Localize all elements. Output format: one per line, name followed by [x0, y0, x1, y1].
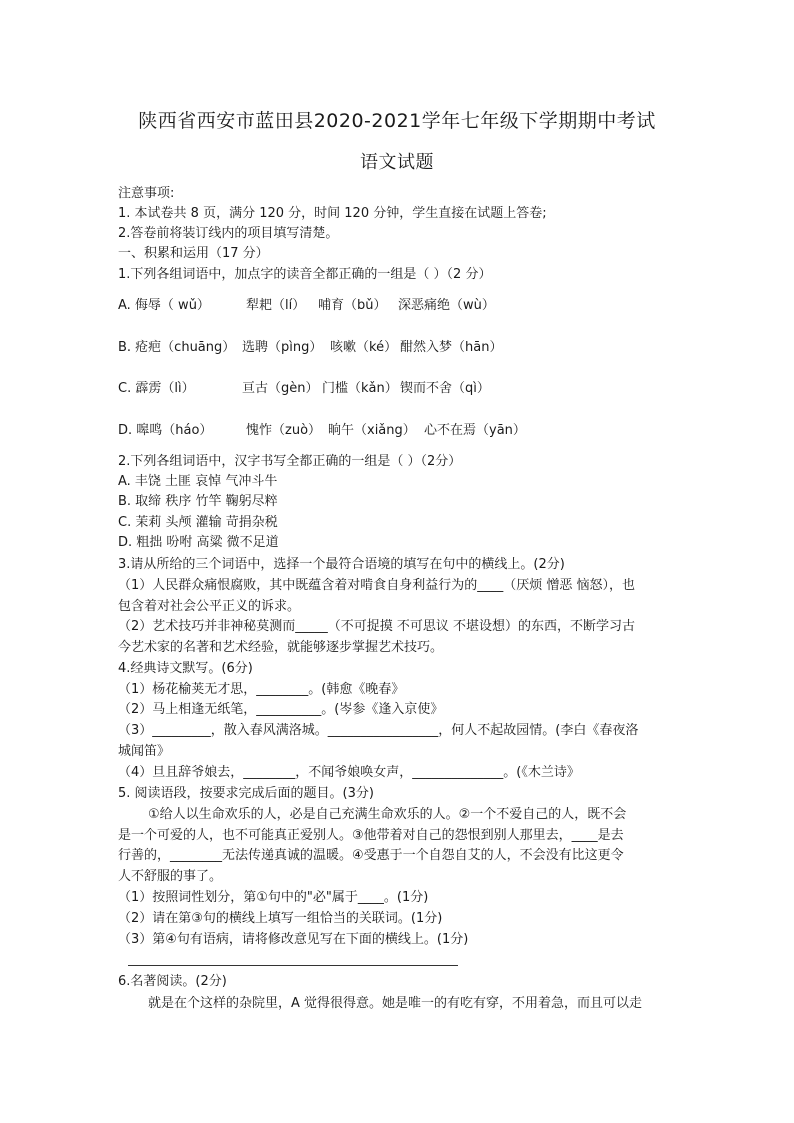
q1-b-3: 咳嗽（ké） [330, 340, 398, 355]
q1-d-3: 晌午（xiǎng） [328, 423, 416, 438]
q1-a-2: 犁耙（lí） [246, 298, 306, 313]
q5-sub-1: （1）按照词性划分，第①句中的"必"属于____。(1分) [118, 890, 429, 905]
q1-c-3: 门槛（kǎn） [322, 381, 398, 396]
q1-b-1: B. 疮疤（chuāng） [118, 340, 236, 355]
q4-line-4: 城闻笛》 [118, 744, 171, 759]
q5-passage-1: ①给人以生命欢乐的人，必是自己充满生命欢乐的人。②一个不爱自己的人，既不会 [148, 807, 627, 822]
q1-a-3: 哺育（bǔ） [318, 298, 387, 313]
q2-option-a: A. 丰饶 土匪 哀悼 气冲斗牛 [118, 474, 278, 489]
q5-sub-2: （2）请在第③句的横线上填写一组恰当的关联词。(1分) [118, 911, 443, 926]
q1-c-2: 亘古（gèn） [242, 381, 319, 396]
q1-option-b [118, 338, 678, 358]
q1-a-4: 深恶痛绝（wù） [398, 298, 495, 313]
q5-passage-3: 行善的，________无法传递真诚的温暖。④受惠于一个自怨自艾的人，不会没有比这更令 [118, 848, 624, 863]
section-heading: 一、积累和运用（17 分） [118, 246, 269, 261]
q2-option-c: C. 茉莉 头颅 灌输 苛捐杂税 [118, 515, 278, 530]
q1-stem: 1.下列各组词语中，加点字的读音全都正确的一组是（ ）（2 分） [118, 267, 492, 282]
q3-stem: 3.请从所给的三个词语中，选择一个最符合语境的填写在句中的横线上。(2分) [118, 557, 565, 572]
q1-d-2: 愧怍（zuò） [246, 423, 322, 438]
q2-stem: 2.下列各组词语中，汉字书写全都正确的一组是（ ）（2分） [118, 454, 462, 469]
q6-stem: 6.名著阅读。(2分) [118, 974, 227, 989]
q1-c-1: C. 霹雳（lì） [118, 381, 195, 396]
answer-line [128, 965, 458, 966]
q2-option-b: B. 取缔 秩序 竹竿 鞠躬尽粹 [118, 494, 278, 509]
q1-option-a [118, 296, 678, 316]
q4-line-2: （2）马上相逢无纸笔，__________。(岑参《逢入京使》 [118, 702, 444, 717]
q5-stem: 5. 阅读语段，按要求完成后面的题目。(3分) [118, 786, 374, 801]
notice-item-2: 2.答卷前将装订线内的项目填写清楚。 [118, 226, 339, 241]
q1-b-2: 选聘（pìng） [242, 340, 323, 355]
q4-line-5: （4）旦且辞爷娘去，________，不闻爷娘唤女声，______________。(《木兰诗》 [118, 765, 580, 780]
q1-option-c [118, 379, 678, 399]
exam-subtitle: 语文试题 [360, 152, 434, 173]
q5-passage-2: 是一个可爱的人，也不可能真正爱别人。③他带着对自己的怨恨到别人那里去，____是去 [118, 828, 624, 843]
q6-passage: 就是在个这样的杂院里，A 觉得很得意。她是唯一的有吃有穿，不用着急，而且可以走 [148, 996, 643, 1011]
q4-line-1: （1）杨花榆荚无才思，________。(韩愈《晚春》 [118, 682, 405, 697]
q2-option-d: D. 粗拙 吩咐 高粱 微不足道 [118, 535, 279, 550]
q1-a-1: A. 侮辱（ wǔ） [118, 298, 210, 313]
q5-sub-3: （3）第④句有语病，请将修改意见写在下面的横线上。(1分) [118, 932, 469, 947]
q1-option-d [118, 421, 678, 441]
q1-b-4: 酣然入梦（hān） [400, 340, 503, 355]
exam-title: 陕西省西安市蓝田县2020-2021学年七年级下学期期中考试 [138, 110, 656, 132]
q4-line-3: （3）_________，散入春风满洛城。_________________，何人不起故园情。(李白《春夜洛 [118, 723, 639, 738]
q1-d-4: 心不在焉（yān） [424, 423, 526, 438]
q4-stem: 4.经典诗文默写。(6分) [118, 661, 253, 676]
notice-heading: 注意事项: [118, 186, 175, 201]
q5-passage-4: 人不舒服的事了。 [118, 869, 223, 884]
notice-item-1: 1. 本试卷共 8 页，满分 120 分，时间 120 分钟，学生直接在试题上答卷; [118, 206, 547, 221]
q1-d-1: D. 嗥鸣（háo） [118, 423, 213, 438]
q1-c-4: 锲而不舍（qì） [400, 381, 490, 396]
q3-line-3: （2）艺术技巧并非神秘莫测而_____（不可捉摸 不可思议 不堪设想）的东西，不断学习古 [118, 619, 636, 634]
q3-line-1: （1）人民群众痛恨腐败，其中既蕴含着对啃食自身利益行为的____（厌烦 憎恶 恼怒），也 [118, 578, 636, 593]
q3-line-4: 今艺术家的名著和艺术经验，就能够逐步掌握艺术技巧。 [118, 640, 444, 655]
q3-line-2: 包含着对社会公平正义的诉求。 [118, 599, 301, 614]
